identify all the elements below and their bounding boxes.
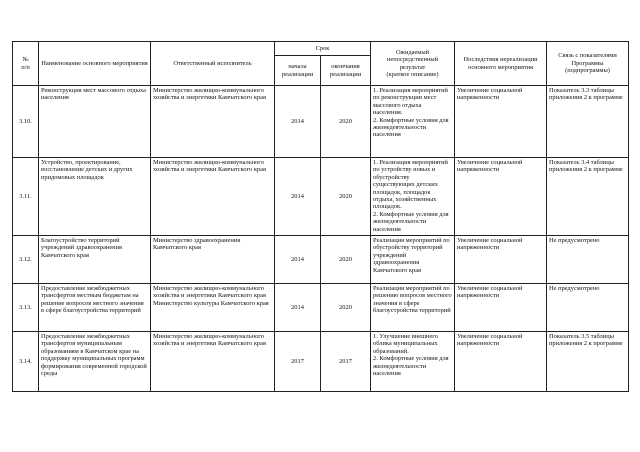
header-name: Наименование основного мероприятия (39, 42, 151, 86)
row-end: 2020 (321, 158, 371, 236)
row-executor: Министерство жилищно-коммунального хозяйства и энергетики Камчатского края Министерство культуры Камчатского края (151, 284, 275, 332)
header-consequences: Последствия нереализации основного мероприятия (455, 42, 547, 86)
header-num: № п/п (13, 42, 39, 86)
header-executor: Ответственный исполнитель (151, 42, 275, 86)
row-executor: Министерство жилищно-коммунального хозяйства и энергетики Камчатского края (151, 158, 275, 236)
row-end: 2020 (321, 284, 371, 332)
row-num: 3.12. (13, 236, 39, 284)
table-row (13, 236, 629, 284)
row-result: 1. Реализация мероприятий по реконструкции мест массового отдыха населения. 2. Комфортные условия для жизнедеятельности населения (371, 86, 455, 158)
row-name: Предоставление межбюджетных трансфертов муниципальным образованиям в Камчатском крае на поддержку муниципальных программ формирования современной городской среды (39, 332, 151, 392)
row-num: 3.14. (13, 332, 39, 392)
row-consequences: Увеличение социальной напряженности (455, 86, 547, 158)
row-name: Благоустройство территорий учреждений здравоохранения Камчатского края (39, 236, 151, 284)
header-start: начала реализации (275, 56, 321, 86)
row-executor: Министерство жилищно-коммунального хозяйства и энергетики Камчатского края (151, 86, 275, 158)
row-num: 3.11. (13, 158, 39, 236)
row-start: 2014 (275, 284, 321, 332)
row-start: 2017 (275, 332, 321, 392)
row-consequences: Увеличение социальной напряженности (455, 158, 547, 236)
row-link: Показатель 3.4 таблицы приложения 2 к программе (547, 158, 629, 236)
header-term: Срок (275, 42, 371, 56)
row-result: Реализация мероприятий по решению вопросов местного значения в сфере благоустройства территорий (371, 284, 455, 332)
header-result: Ожидаемый непосредственный результат (краткое описание) (371, 42, 455, 86)
row-name: Предоставление межбюджетных трансфертов местным бюджетам на решение вопросов местного значения в сфере благоустройства территорий (39, 284, 151, 332)
measures-table (12, 41, 629, 392)
row-result: Реализация мероприятий по обустройству территорий учреждений здравоохранения Камчатского края (371, 236, 455, 284)
row-link: Показатель 3.5 таблицы приложения 2 к программе (547, 332, 629, 392)
row-name: Устройство, проектирование, восстановление детских и других придомовых площадок (39, 158, 151, 236)
row-executor: Министерство здравоохранения Камчатского края (151, 236, 275, 284)
header-link: Связь с показателями Программы (подпрограммы) (547, 42, 629, 86)
table-row (13, 284, 629, 332)
row-name: Реконструкция мест массового отдыха населения (39, 86, 151, 158)
row-executor: Министерство жилищно-коммунального хозяйства и энергетики Камчатского края (151, 332, 275, 392)
row-end: 2020 (321, 236, 371, 284)
row-end: 2017 (321, 332, 371, 392)
row-link: Не предусмотрено (547, 284, 629, 332)
row-consequences: Увеличение социальной напряженности (455, 236, 547, 284)
row-start: 2014 (275, 158, 321, 236)
row-num: 3.13. (13, 284, 39, 332)
row-consequences: Увеличение социальной напряженности (455, 284, 547, 332)
row-result: 1. Улучшение внешнего облика муниципальных образований. 2. Комфортные условия для жизнедеятельности населения (371, 332, 455, 392)
row-result: 1. Реализация мероприятий по устройству новых и обустройству существующих детских площадок, площадок отдыха, хозяйственных площадок. 2. Комфортные условия для жизнедеятельности населения (371, 158, 455, 236)
table-row (13, 332, 629, 392)
row-start: 2014 (275, 86, 321, 158)
row-end: 2020 (321, 86, 371, 158)
table-row (13, 158, 629, 236)
row-consequences: Увеличение социальной напряженности (455, 332, 547, 392)
row-link: Показатель 3.3 таблицы приложения 2 к программе (547, 86, 629, 158)
row-start: 2014 (275, 236, 321, 284)
table-row (13, 86, 629, 158)
row-link: Не предусмотрено (547, 236, 629, 284)
header-end: окончания реализации (321, 56, 371, 86)
row-num: 3.10. (13, 86, 39, 158)
